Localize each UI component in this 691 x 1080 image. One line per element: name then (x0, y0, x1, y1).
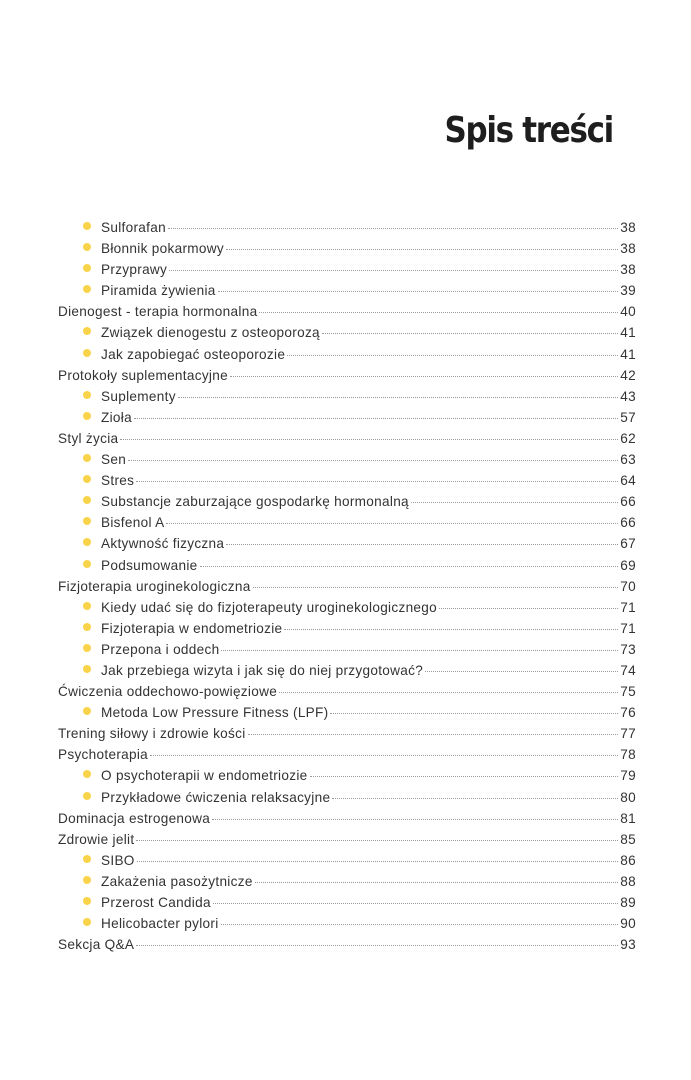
toc-entry-label: Helicobacter pylori (101, 916, 219, 932)
toc-entry-label: Błonnik pokarmowy (101, 241, 224, 257)
bullet-dot-icon (83, 454, 91, 462)
toc-entry-label: Sen (101, 452, 127, 468)
toc-page-number: 74 (620, 662, 636, 678)
dot-leader (221, 924, 619, 925)
toc-page-number: 77 (620, 726, 636, 742)
bullet-dot-icon (83, 644, 91, 652)
toc-entry-label: Przerost Candida (101, 895, 211, 910)
dot-leader (411, 502, 618, 503)
dot-leader (284, 629, 618, 630)
toc-page-number: 78 (620, 747, 636, 763)
bullet-dot-icon (83, 792, 91, 800)
toc-entry-label: Bisfenol A (101, 515, 165, 531)
dot-leader (212, 819, 618, 820)
toc-subentry[interactable] (58, 536, 636, 557)
toc-subentry[interactable] (58, 220, 636, 241)
toc-entry-label: Trening siłowy i zdrowie kości (58, 726, 246, 742)
dot-leader (226, 249, 618, 250)
toc-subentry[interactable] (58, 410, 636, 431)
dot-leader (120, 439, 618, 440)
toc-entry[interactable] (58, 937, 636, 958)
bullet-dot-icon (83, 918, 91, 926)
toc-entry[interactable] (58, 811, 636, 832)
toc-page-number: 63 (620, 452, 636, 468)
toc-entry[interactable] (58, 747, 636, 768)
toc-entry-label: Jak zapobiegać osteoporozie (101, 346, 286, 362)
bullet-dot-icon (83, 538, 91, 546)
toc-entry-label: Jak przebiega wizyta i jak się do niej przygotować? (101, 662, 424, 678)
bullet-dot-icon (83, 475, 91, 483)
toc-subentry[interactable] (58, 790, 636, 811)
toc-page-number: 62 (620, 430, 636, 446)
toc-subentry[interactable] (58, 241, 636, 262)
dot-leader (332, 798, 618, 799)
toc-entry-label: Styl życia (58, 430, 119, 446)
bullet-dot-icon (83, 623, 91, 631)
toc-entry-label: Przepona i oddech (101, 641, 220, 657)
toc-subentry[interactable] (58, 600, 636, 621)
dot-leader (322, 333, 618, 334)
bullet-dot-icon (83, 327, 91, 335)
bullet-dot-icon (83, 391, 91, 399)
bullet-dot-icon (83, 770, 91, 778)
toc-subentry[interactable] (58, 325, 636, 346)
dot-leader (439, 608, 618, 609)
toc-page-number: 67 (620, 536, 636, 552)
toc-page-number: 88 (620, 873, 636, 889)
toc-subentry[interactable] (58, 853, 636, 874)
bullet-dot-icon (83, 707, 91, 715)
toc-page-number: 64 (620, 473, 636, 489)
toc-entry-label: SIBO (101, 852, 135, 868)
toc-page-number: 71 (620, 599, 636, 615)
dot-leader (221, 650, 618, 651)
dot-leader (253, 587, 619, 588)
dot-leader (259, 312, 618, 313)
toc-page-number: 81 (620, 810, 636, 826)
toc-subentry[interactable] (58, 663, 636, 684)
toc-subentry[interactable] (58, 768, 636, 789)
toc-page-number: 69 (620, 557, 636, 573)
bullet-dot-icon (83, 349, 91, 357)
dot-leader (166, 523, 618, 524)
toc-subentry[interactable] (58, 452, 636, 473)
toc-page-number: 73 (620, 641, 636, 657)
toc-page-number: 38 (620, 241, 636, 257)
dot-leader (218, 291, 619, 292)
toc-subentry[interactable] (58, 916, 636, 937)
toc-entry-label: Stres (101, 473, 135, 489)
table-of-contents (58, 220, 636, 958)
toc-page-number: 41 (620, 325, 636, 341)
toc-page-number: 40 (620, 304, 636, 320)
toc-entry[interactable] (58, 832, 636, 853)
toc-subentry[interactable] (58, 874, 636, 895)
toc-page-number: 57 (620, 409, 636, 425)
toc-page-number: 66 (620, 515, 636, 531)
toc-entry-label: Psychoterapia (58, 747, 149, 763)
toc-entry-label: Ćwiczenia oddechowo-powięziowe (58, 684, 278, 700)
dot-leader (128, 460, 618, 461)
bullet-dot-icon (83, 243, 91, 251)
dot-leader (150, 755, 618, 756)
dot-leader (230, 376, 618, 377)
dot-leader (226, 544, 618, 545)
toc-subentry[interactable] (58, 283, 636, 304)
toc-subentry[interactable] (58, 347, 636, 368)
toc-subentry[interactable] (58, 494, 636, 515)
dot-leader (134, 418, 618, 419)
toc-entry-label: Przykładowe ćwiczenia relaksacyjne (101, 789, 331, 805)
toc-subentry[interactable] (58, 262, 636, 283)
dot-leader (178, 397, 618, 398)
toc-page-number: 41 (620, 346, 636, 362)
toc-subentry[interactable] (58, 642, 636, 663)
toc-entry[interactable] (58, 431, 636, 452)
toc-page-number: 70 (620, 578, 636, 594)
bullet-dot-icon (83, 412, 91, 420)
dot-leader (137, 861, 619, 862)
toc-entry[interactable] (58, 368, 636, 389)
toc-page-number: 38 (620, 220, 636, 235)
dot-leader (200, 566, 619, 567)
bullet-dot-icon (83, 855, 91, 863)
toc-entry-label: Metoda Low Pressure Fitness (LPF) (101, 705, 329, 721)
toc-entry-label: Podsumowanie (101, 557, 198, 573)
toc-page-number: 76 (620, 705, 636, 721)
toc-page-number: 86 (620, 852, 636, 868)
toc-entry-label: Zdrowie jelit (58, 831, 135, 847)
dot-leader (169, 270, 618, 271)
toc-entry-label: Sulforafan (101, 220, 166, 235)
toc-entry-label: Związek dienogestu z osteoporozą (101, 325, 320, 341)
toc-subentry[interactable] (58, 558, 636, 579)
toc-page-number: 80 (620, 789, 636, 805)
dot-leader (136, 481, 618, 482)
toc-entry[interactable] (58, 684, 636, 705)
toc-entry[interactable] (58, 304, 636, 325)
dot-leader (330, 713, 618, 714)
toc-page-number: 90 (620, 916, 636, 932)
toc-page-number: 42 (620, 367, 636, 383)
dot-leader (287, 355, 618, 356)
toc-page-number: 79 (620, 768, 636, 784)
toc-entry[interactable] (58, 579, 636, 600)
toc-entry-label: Substancje zaburzające gospodarkę hormonalną (101, 494, 409, 510)
toc-entry-label: Protokoły suplementacyjne (58, 367, 228, 383)
toc-subentry[interactable] (58, 895, 636, 916)
toc-entry-label: Dienogest - terapia hormonalna (58, 304, 258, 320)
toc-page-number: 89 (620, 895, 636, 910)
toc-entry-label: Suplementy (101, 388, 176, 404)
toc-page-number: 43 (620, 388, 636, 404)
bullet-dot-icon (83, 222, 91, 230)
toc-subentry[interactable] (58, 473, 636, 494)
dot-leader (136, 840, 618, 841)
bullet-dot-icon (83, 602, 91, 610)
toc-entry-label: Przyprawy (101, 262, 168, 278)
toc-page-number: 38 (620, 262, 636, 278)
toc-entry-label: Kiedy udać się do fizjoterapeuty uroginekologicznego (101, 599, 438, 615)
toc-entry-label: Aktywność fizyczna (101, 536, 225, 552)
dot-leader (425, 671, 618, 672)
toc-page-number: 93 (620, 937, 636, 953)
bullet-dot-icon (83, 496, 91, 504)
toc-page-number: 71 (620, 620, 636, 636)
toc-subentry[interactable] (58, 621, 636, 642)
toc-page-number: 39 (620, 283, 636, 299)
toc-entry-label: Zioła (101, 409, 132, 425)
dot-leader (168, 228, 618, 229)
dot-leader (279, 692, 618, 693)
toc-page-number: 66 (620, 494, 636, 510)
toc-entry-label: Fizjoterapia w endometriozie (101, 620, 283, 636)
dot-leader (255, 882, 619, 883)
bullet-dot-icon (83, 897, 91, 905)
bullet-dot-icon (83, 560, 91, 568)
page-title: Spis treści (444, 110, 613, 151)
toc-entry[interactable] (58, 726, 636, 747)
toc-subentry[interactable] (58, 705, 636, 726)
dot-leader (136, 945, 618, 946)
toc-entry-label: Fizjoterapia uroginekologiczna (58, 578, 251, 594)
bullet-dot-icon (83, 264, 91, 272)
toc-page-number: 85 (620, 831, 636, 847)
bullet-dot-icon (83, 665, 91, 673)
toc-entry-label: O psychoterapii w endometriozie (101, 768, 308, 784)
toc-entry-label: Piramida żywienia (101, 283, 216, 299)
bullet-dot-icon (83, 517, 91, 525)
toc-entry-label: Sekcja Q&A (58, 937, 135, 953)
dot-leader (248, 734, 619, 735)
toc-subentry[interactable] (58, 389, 636, 410)
toc-subentry[interactable] (58, 515, 636, 536)
dot-leader (213, 903, 618, 904)
toc-entry-label: Dominacja estrogenowa (58, 810, 211, 826)
toc-entry-label: Zakażenia pasożytnicze (101, 873, 253, 889)
bullet-dot-icon (83, 876, 91, 884)
toc-page-number: 75 (620, 684, 636, 700)
dot-leader (310, 776, 619, 777)
bullet-dot-icon (83, 285, 91, 293)
